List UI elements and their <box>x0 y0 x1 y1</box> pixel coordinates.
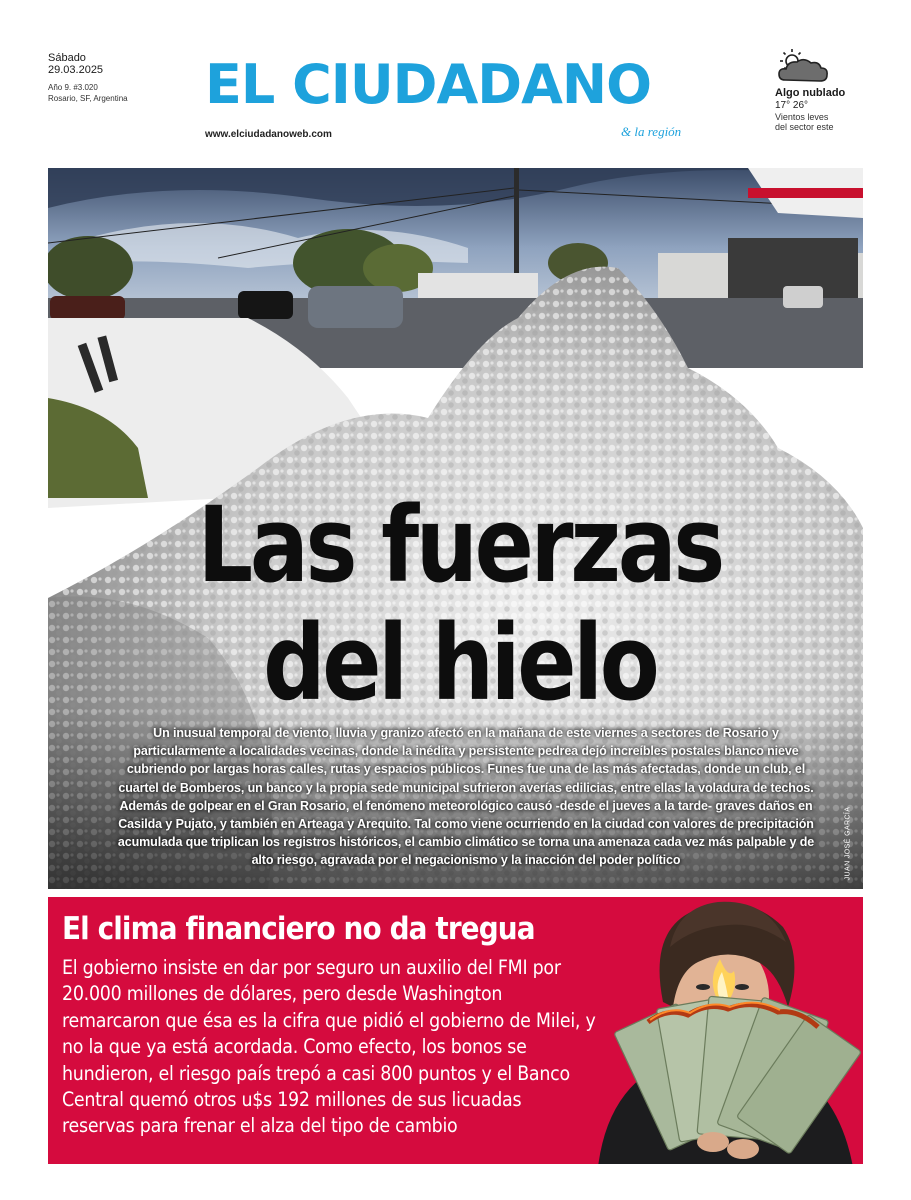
logo-text: EL CIUDADANO <box>205 53 651 116</box>
region-tagline: & la región <box>621 124 682 139</box>
main-headline-line1: Las fuerzas <box>197 484 722 606</box>
finance-story-body: El gobierno insiste en dar por seguro un auxilio del FMI por 20.000 millones de dólares, pero desde Washington remarcaron que ésa es la cifra que pidió el gobierno de Milei, y no la que ya está acordada. Como efecto, los bonos se hundieron, el riesgo país trepó a casi 800 puntos y el Banco Central quemó otros u$s 192 millones de sus licuadas reservas para frenar el alza del tipo de cambio <box>62 956 596 1138</box>
weather-wind-line1: Vientos leves <box>775 112 829 122</box>
edition-day: Sábado <box>48 52 86 64</box>
newspaper-logo <box>205 54 705 116</box>
main-story <box>48 168 863 889</box>
photo-credit: JUAN JOSÉ GARCÍA <box>844 806 852 881</box>
milei-with-burning-dollars-photo <box>578 897 863 1164</box>
weather-wind-line2: del sector este <box>775 122 834 132</box>
main-headline <box>117 486 802 722</box>
partly-cloudy-icon <box>775 48 833 86</box>
weather-box <box>775 48 885 132</box>
weather-temperature: 17° 26° <box>775 100 809 111</box>
website-url: www.elciudadanoweb.com <box>205 129 332 140</box>
main-story-body: Un inusual temporal de viento, lluvia y granizo afectó en la mañana de este viernes a sectores de Rosario y particularmente a localidades vecinas, donde la inédita y persistente pedrea dejó increíbles postales blanco nieve cubriendo por largas horas calles, rutas y espacios públicos. Funes fue una de las más afectadas, donde un club, el cuartel de Bomberos, un banco y la propia sede municipal sufrieron averías edilicias, entre ellas la voladura de techos. Además de golpear en el Gran Rosario, el fenómeno meteorológico causó -desde el jueves a la tarde- graves daños en Casilda y Pujato, y también en Arteaga y Arequito. Tal como viene ocurriendo en la ciudad con valores de precipitación acumulada que triplican los registros históricos, el cambio climático se torna una amenaza cada vez más palpable y de alto riesgo, agravada por el negacionismo y la inacción del poder político <box>117 726 815 868</box>
weather-condition: Algo nublado <box>775 87 846 99</box>
main-headline-line2: del hielo <box>263 602 657 724</box>
masthead-edition-info <box>48 52 188 104</box>
finance-story <box>48 897 863 1164</box>
finance-headline: El clima financiero no da tregua <box>62 911 535 947</box>
edition-date: 29.03.2025 <box>48 64 104 76</box>
edition-place: Rosario, SF, Argentina <box>48 94 128 103</box>
edition-issue: Año 9. #3.020 <box>48 83 98 92</box>
